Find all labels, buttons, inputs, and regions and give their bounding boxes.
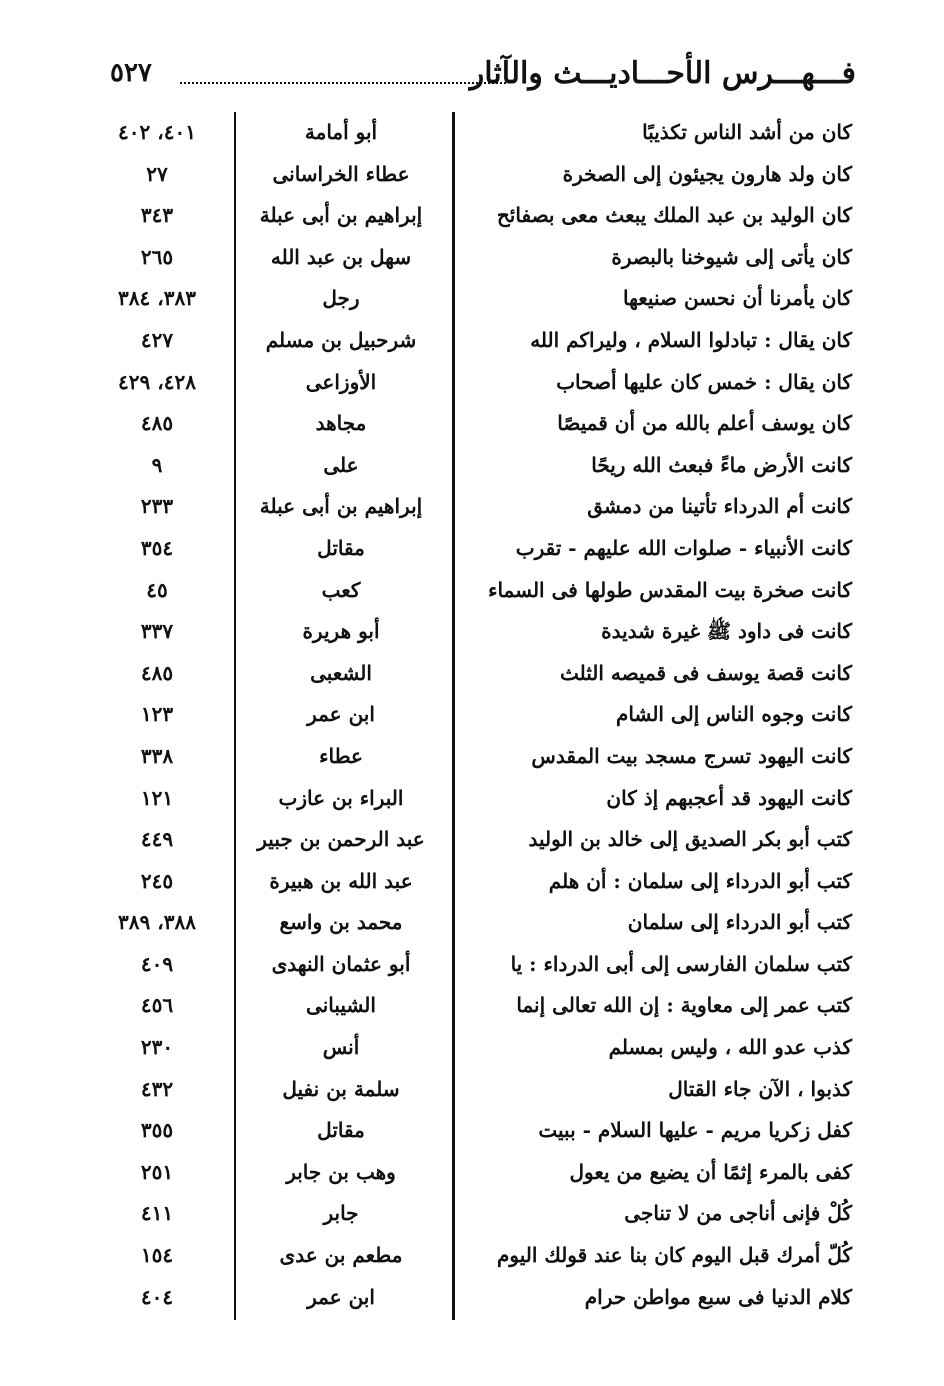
narrator: إبراهيم بن أبى عبلة bbox=[259, 494, 423, 519]
page-reference: ٣٨٨، ٣٨٩ bbox=[118, 910, 196, 935]
hadith-text: كان يأمرنا أن نحسن صنيعها bbox=[622, 286, 852, 311]
page-reference: ٤٠١، ٤٠٢ bbox=[118, 120, 196, 144]
narrator: محمد بن واسع bbox=[279, 910, 403, 935]
index-row bbox=[90, 1235, 870, 1277]
index-row bbox=[90, 112, 870, 154]
page-reference: ٤٠٤ bbox=[140, 1284, 174, 1309]
narrator: إبراهيم بن أبى عبلة bbox=[259, 203, 423, 228]
index-row bbox=[90, 1027, 870, 1069]
narrator: عبد الرحمن بن جبير bbox=[257, 827, 425, 852]
hadith-text: كفى بالمرء إثمًا أن يضيع من يعول bbox=[569, 1159, 852, 1184]
hadith-text: كانت وجوه الناس إلى الشام bbox=[616, 702, 852, 727]
narrator: ابن عمر bbox=[307, 702, 375, 727]
index-row bbox=[90, 902, 870, 944]
page-reference: ٢٣٠ bbox=[140, 1035, 174, 1060]
index-row bbox=[90, 1110, 870, 1152]
index-row bbox=[90, 403, 870, 445]
page-reference: ٤٣٢ bbox=[140, 1076, 174, 1101]
index-row bbox=[90, 736, 870, 778]
page-reference: ٣٥٥ bbox=[140, 1118, 174, 1143]
index-row bbox=[90, 445, 870, 487]
page-reference: ٤٤٩ bbox=[140, 827, 174, 852]
narrator: أبو عثمان النهدى bbox=[271, 951, 411, 976]
narrator: سلمة بن نفيل bbox=[282, 1076, 400, 1101]
page-reference: ١٥٤ bbox=[140, 1243, 174, 1268]
narrator: مطعم بن عدى bbox=[279, 1243, 403, 1268]
narrator: أبو أمامة bbox=[304, 120, 378, 144]
index-row bbox=[90, 1277, 870, 1319]
hadith-text: كان يقال : تبادلوا السلام ، وليراكم الله bbox=[530, 327, 852, 352]
hadith-text: كتب أبو بكر الصديق إلى خالد بن الوليد bbox=[528, 827, 852, 852]
narrator: عطاء الخراسانى bbox=[272, 161, 410, 186]
index-row bbox=[90, 1193, 870, 1235]
index-title: فـــهـــرس الأحـــاديـــث والآثار bbox=[469, 56, 856, 91]
page-reference: ٢٣٣ bbox=[140, 494, 174, 519]
hadith-text: كُلْ فإنى أناجى من لا تناجى bbox=[624, 1201, 852, 1226]
hadith-text: كانت اليهود قد أعجبهم إذ كان bbox=[606, 785, 852, 810]
index-row bbox=[90, 1152, 870, 1194]
hadith-text: كانت أم الدرداء تأتينا من دمشق bbox=[587, 494, 852, 519]
page-reference: ٤١١ bbox=[140, 1201, 174, 1226]
page-reference: ١٢٣ bbox=[140, 702, 174, 727]
hadith-text: كتب أبو الدرداء إلى سلمان bbox=[627, 910, 852, 935]
page-reference: ٤٢٧ bbox=[140, 327, 174, 352]
hadith-text: كان يقال : خمس كان عليها أصحاب bbox=[556, 369, 852, 394]
hadith-text: كان يأتى إلى شيوخنا بالبصرة bbox=[611, 244, 852, 269]
narrator: عطاء bbox=[319, 743, 363, 768]
page-reference: ٤٥٦ bbox=[140, 993, 174, 1018]
page-reference: ٣٨٣، ٣٨٤ bbox=[118, 286, 196, 311]
hadith-text: كانت الأنبياء - صلوات الله عليهم - تقرب bbox=[515, 535, 852, 560]
narrator: الشيبانى bbox=[306, 993, 376, 1018]
hadith-text: كان ولد هارون يجيئون إلى الصخرة bbox=[562, 161, 852, 186]
index-row bbox=[90, 944, 870, 986]
narrator: أبو هريرة bbox=[302, 619, 380, 644]
hadith-text: كانت الأرض ماءً فبعث الله ريحًا bbox=[591, 452, 852, 477]
page-reference: ٣٤٣ bbox=[140, 203, 174, 228]
hadith-text: كذب عدو الله ، وليس بمسلم bbox=[608, 1035, 852, 1060]
page-reference: ٢٥١ bbox=[140, 1159, 174, 1184]
index-table bbox=[90, 112, 870, 1318]
index-row bbox=[90, 154, 870, 196]
index-row bbox=[90, 1069, 870, 1111]
page-reference: ٤٨٥ bbox=[140, 660, 174, 685]
page-reference: ٤٢٨، ٤٢٩ bbox=[118, 369, 196, 394]
narrator: جابر bbox=[323, 1201, 359, 1226]
hadith-text: كفل زكريا مريم - عليها السلام - ببيت bbox=[538, 1118, 852, 1143]
hadith-text: كُلّ أمرك قبل اليوم كان بنا عند قولك اليوم bbox=[496, 1243, 852, 1268]
index-row bbox=[90, 985, 870, 1027]
narrator: ابن عمر bbox=[307, 1284, 375, 1309]
index-row bbox=[90, 819, 870, 861]
page-reference: ٢٦٥ bbox=[140, 244, 174, 269]
page-reference: ٣٥٤ bbox=[140, 535, 174, 560]
narrator: رجل bbox=[322, 286, 360, 311]
index-row bbox=[90, 570, 870, 612]
narrator: على bbox=[323, 452, 359, 477]
narrator: مجاهد bbox=[315, 411, 367, 436]
hadith-text: كانت اليهود تسرج مسجد بيت المقدس bbox=[531, 743, 852, 768]
index-row bbox=[90, 195, 870, 237]
narrator: أنس bbox=[322, 1035, 360, 1060]
index-row bbox=[90, 320, 870, 362]
index-row bbox=[90, 611, 870, 653]
index-row bbox=[90, 362, 870, 404]
narrator: شرحبيل بن مسلم bbox=[265, 327, 417, 352]
page-number: ٥٢٧ bbox=[110, 58, 152, 88]
index-row bbox=[90, 694, 870, 736]
narrator: الأوزاعى bbox=[305, 369, 377, 394]
index-row bbox=[90, 278, 870, 320]
page-reference: ٢٧ bbox=[146, 161, 168, 186]
index-row bbox=[90, 237, 870, 279]
dotted-leader bbox=[180, 82, 506, 84]
narrator: الشعبى bbox=[310, 660, 372, 685]
page-reference: ١٢١ bbox=[140, 785, 174, 810]
page-reference: ٣٣٨ bbox=[140, 743, 174, 768]
page-reference: ٤٠٩ bbox=[140, 951, 174, 976]
narrator: وهب بن جابر bbox=[286, 1159, 396, 1184]
hadith-text: كان يوسف أعلم بالله من أن قميصًا bbox=[557, 411, 852, 436]
index-row bbox=[90, 861, 870, 903]
page-reference: ٩ bbox=[151, 452, 163, 477]
index-row bbox=[90, 778, 870, 820]
hadith-text: كانت قصة يوسف فى قميصه الثلث bbox=[559, 660, 852, 685]
hadith-text: كان الوليد بن عبد الملك يبعث معى بصفائح bbox=[496, 203, 852, 228]
hadith-text: كتب أبو الدرداء إلى سلمان : أن هلم bbox=[548, 868, 852, 893]
page-reference: ٤٨٥ bbox=[140, 411, 174, 436]
page-reference: ٤٥ bbox=[146, 577, 168, 602]
hadith-text: كانت فى داود ﷺ غيرة شديدة bbox=[601, 619, 852, 644]
narrator: مقاتل bbox=[317, 1118, 365, 1143]
index-row bbox=[90, 486, 870, 528]
page-reference: ٣٣٧ bbox=[140, 619, 174, 644]
hadith-text: كذبوا ، الآن جاء القتال bbox=[668, 1076, 852, 1101]
narrator: مقاتل bbox=[317, 535, 365, 560]
narrator: كعب bbox=[321, 577, 361, 602]
index-row bbox=[90, 528, 870, 570]
hadith-text: كتب عمر إلى معاوية : إن الله تعالى إنما bbox=[516, 993, 852, 1018]
narrator: عبد الله بن هبيرة bbox=[269, 868, 413, 893]
hadith-text: كلام الدنيا فى سبع مواطن حرام bbox=[584, 1284, 852, 1309]
running-header bbox=[110, 56, 856, 100]
hadith-text: كانت صخرة بيت المقدس طولها فى السماء bbox=[488, 577, 852, 602]
hadith-text: كان من أشد الناس تكذيبًا bbox=[642, 120, 852, 144]
index-row bbox=[90, 653, 870, 695]
hadith-text: كتب سلمان الفارسى إلى أبى الدرداء : يا bbox=[510, 951, 852, 976]
narrator: سهل بن عبد الله bbox=[270, 244, 412, 269]
page-reference: ٢٤٥ bbox=[140, 868, 174, 893]
narrator: البراء بن عازب bbox=[278, 785, 404, 810]
